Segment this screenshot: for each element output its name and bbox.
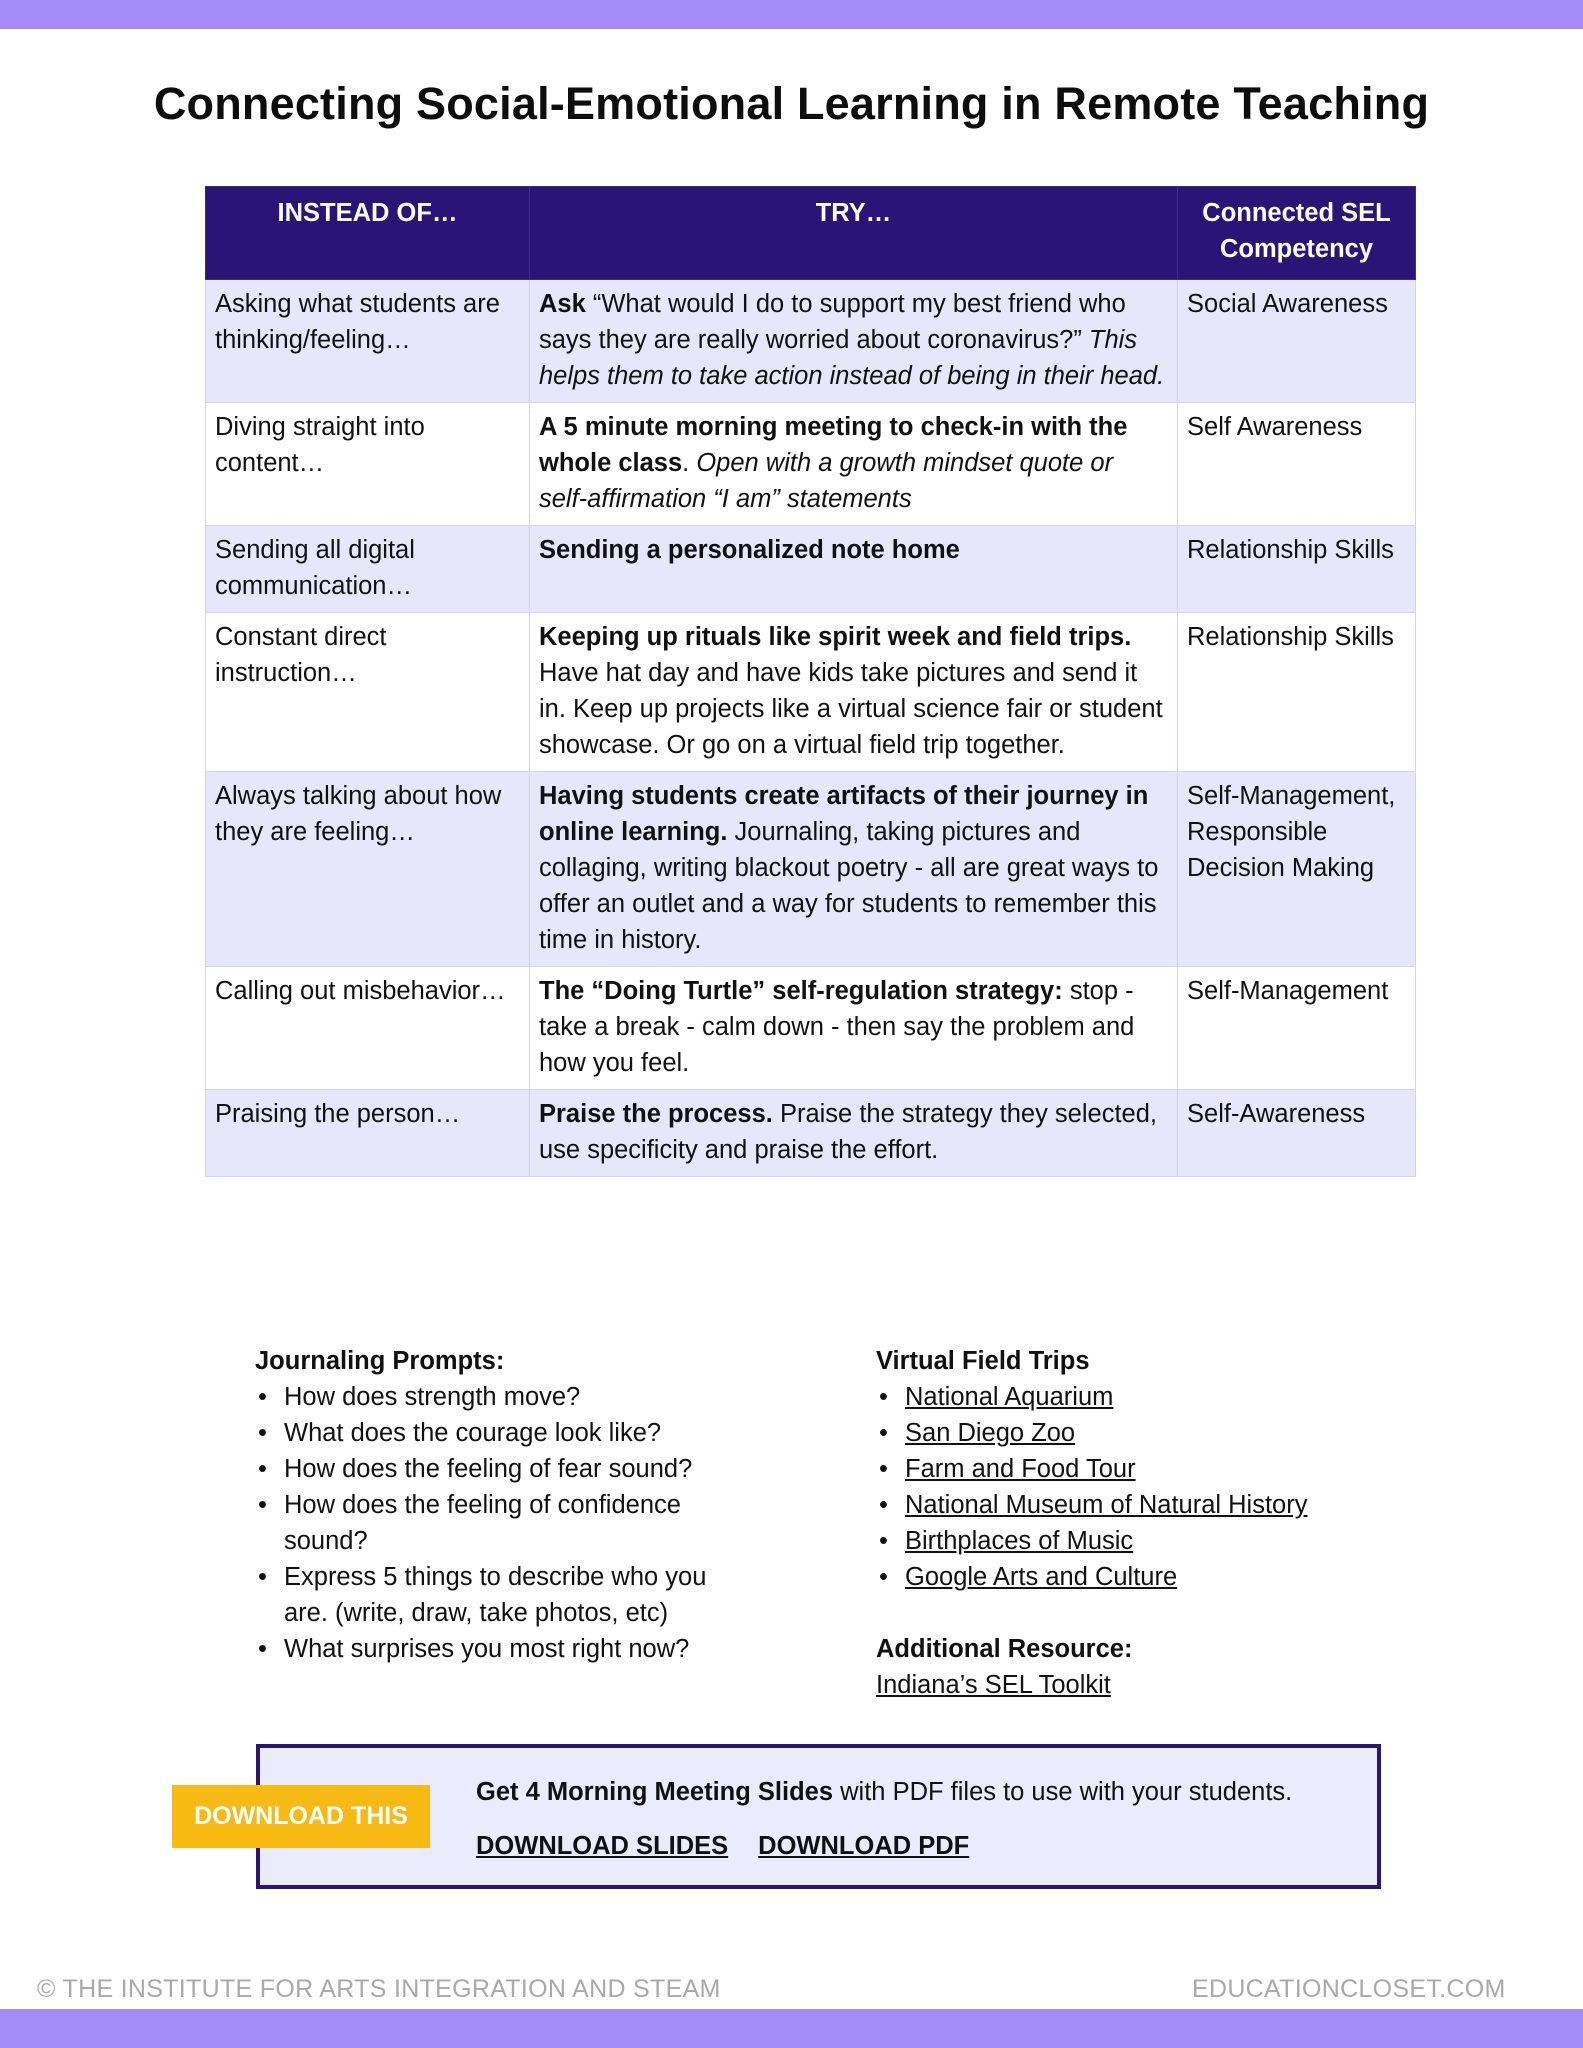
- header-try: TRY…: [530, 187, 1178, 280]
- download-slides-link[interactable]: DOWNLOAD SLIDES: [476, 1832, 729, 1860]
- try-italic: This helps them to take action instead of being in their head.: [539, 326, 1165, 390]
- instead-cell: Diving straight into content…: [206, 403, 530, 526]
- page-title: Connecting Social-Emotional Learning in Remote Teaching: [153, 78, 1430, 129]
- try-cell: [530, 280, 1178, 403]
- additional-resource-heading: Additional Resource:: [876, 1635, 1133, 1663]
- list-item: [876, 1451, 1436, 1487]
- field-trips-list: [876, 1379, 1436, 1595]
- try-bold: A 5 minute morning meeting to check-in with the whole class: [539, 413, 1128, 477]
- try-text: “What would I do to support my best friend who says they are really worried about coronavirus?”: [539, 290, 1126, 354]
- try-text: Journaling, taking pictures and collaging, writing blackout poetry - all are great ways to offer an outlet and a way for students to remember this time in history.: [539, 818, 1159, 954]
- try-text: .: [682, 449, 697, 477]
- table-row: [206, 967, 1416, 1090]
- competency-cell: Social Awareness: [1178, 280, 1416, 403]
- journaling-heading: Journaling Prompts:: [255, 1347, 505, 1375]
- list-item: • How does the feeling of confidence sound?: [255, 1487, 755, 1559]
- link-national-aquarium[interactable]: National Aquarium: [905, 1383, 1114, 1411]
- top-accent-bar: [0, 0, 1583, 29]
- field-trips-heading: Virtual Field Trips: [876, 1347, 1090, 1375]
- competency-cell: Self-Management, Responsible Decision Making: [1178, 772, 1416, 967]
- callout-text-bold: Get 4 Morning Meeting Slides: [476, 1778, 834, 1806]
- bottom-accent-bar: [0, 2009, 1583, 2048]
- try-cell: [530, 613, 1178, 772]
- competency-cell: Self-Awareness: [1178, 1090, 1416, 1177]
- sel-table: [205, 186, 1416, 1177]
- callout-text-rest: with PDF files to use with your students.: [833, 1778, 1293, 1806]
- try-cell: [530, 967, 1178, 1090]
- list-item: [876, 1487, 1436, 1523]
- header-instead-of: INSTEAD OF…: [206, 187, 530, 280]
- table-row: [206, 613, 1416, 772]
- instead-cell: Calling out misbehavior…: [206, 967, 530, 1090]
- list-item: • What does the courage look like?: [255, 1415, 755, 1451]
- try-bold: Praise the process.: [539, 1100, 773, 1128]
- try-bold: Ask: [539, 290, 586, 318]
- instead-cell: Always talking about how they are feeling…: [206, 772, 530, 967]
- link-google-arts-culture[interactable]: Google Arts and Culture: [905, 1563, 1178, 1591]
- table-row: [206, 280, 1416, 403]
- competency-cell: Relationship Skills: [1178, 613, 1416, 772]
- try-text: stop - take a break - calm down - then say the problem and how you feel.: [539, 977, 1135, 1077]
- link-sel-toolkit[interactable]: Indiana’s SEL Toolkit: [876, 1671, 1111, 1699]
- instead-cell: Asking what students are thinking/feeling…: [206, 280, 530, 403]
- table-header-row: [206, 187, 1416, 280]
- table-row: [206, 403, 1416, 526]
- try-cell: [530, 526, 1178, 613]
- list-item: [876, 1523, 1436, 1559]
- table-row: [206, 772, 1416, 967]
- table-row: [206, 526, 1416, 613]
- try-cell: [530, 403, 1178, 526]
- download-pdf-link[interactable]: DOWNLOAD PDF: [758, 1832, 970, 1860]
- list-item: [876, 1559, 1436, 1595]
- competency-cell: Self-Management: [1178, 967, 1416, 1090]
- list-item: [876, 1379, 1436, 1415]
- list-item: • How does strength move?: [255, 1379, 755, 1415]
- try-bold: Sending a personalized note home: [539, 536, 960, 564]
- link-natural-history-museum[interactable]: National Museum of Natural History: [905, 1491, 1308, 1519]
- try-cell: [530, 772, 1178, 967]
- footer-copyright: © THE INSTITUTE FOR ARTS INTEGRATION AND STEAM: [37, 1975, 721, 2003]
- instead-cell: Constant direct instruction…: [206, 613, 530, 772]
- link-san-diego-zoo[interactable]: San Diego Zoo: [905, 1419, 1076, 1447]
- competency-cell: Relationship Skills: [1178, 526, 1416, 613]
- try-bold: The “Doing Turtle” self-regulation strategy:: [539, 977, 1063, 1005]
- try-italic: Open with a growth mindset quote or self-affirmation “I am” statements: [539, 449, 1114, 513]
- table-row: [206, 1090, 1416, 1177]
- list-item: [876, 1415, 1436, 1451]
- try-text: Have hat day and have kids take pictures and send it in. Keep up projects like a virtual science fair or student showcase. Or go on a virtual field trip together.: [539, 659, 1163, 759]
- try-bold: Keeping up rituals like spirit week and field trips.: [539, 623, 1132, 651]
- link-birthplaces-of-music[interactable]: Birthplaces of Music: [905, 1527, 1134, 1555]
- callout-links: [476, 1828, 969, 1864]
- list-item: • What surprises you most right now?: [255, 1631, 755, 1667]
- try-text: Praise the strategy they selected, use specificity and praise the effort.: [539, 1100, 1157, 1164]
- try-cell: [530, 1090, 1178, 1177]
- download-this-badge: DOWNLOAD THIS: [172, 1785, 430, 1848]
- callout-text: [476, 1774, 1292, 1810]
- header-competency: Connected SEL Competency: [1178, 187, 1416, 280]
- try-bold: Having students create artifacts of their journey in online learning.: [539, 782, 1149, 846]
- virtual-field-trips-section: [876, 1343, 1436, 1703]
- link-farm-food-tour[interactable]: Farm and Food Tour: [905, 1455, 1136, 1483]
- list-item: • How does the feeling of fear sound?: [255, 1451, 755, 1487]
- journaling-prompts-section: [255, 1343, 755, 1667]
- footer-website: EDUCATIONCLOSET.COM: [1192, 1975, 1506, 2003]
- journaling-list: [255, 1379, 755, 1667]
- instead-cell: Praising the person…: [206, 1090, 530, 1177]
- list-item: • Express 5 things to describe who you are. (write, draw, take photos, etc): [255, 1559, 755, 1631]
- competency-cell: Self Awareness: [1178, 403, 1416, 526]
- instead-cell: Sending all digital communication…: [206, 526, 530, 613]
